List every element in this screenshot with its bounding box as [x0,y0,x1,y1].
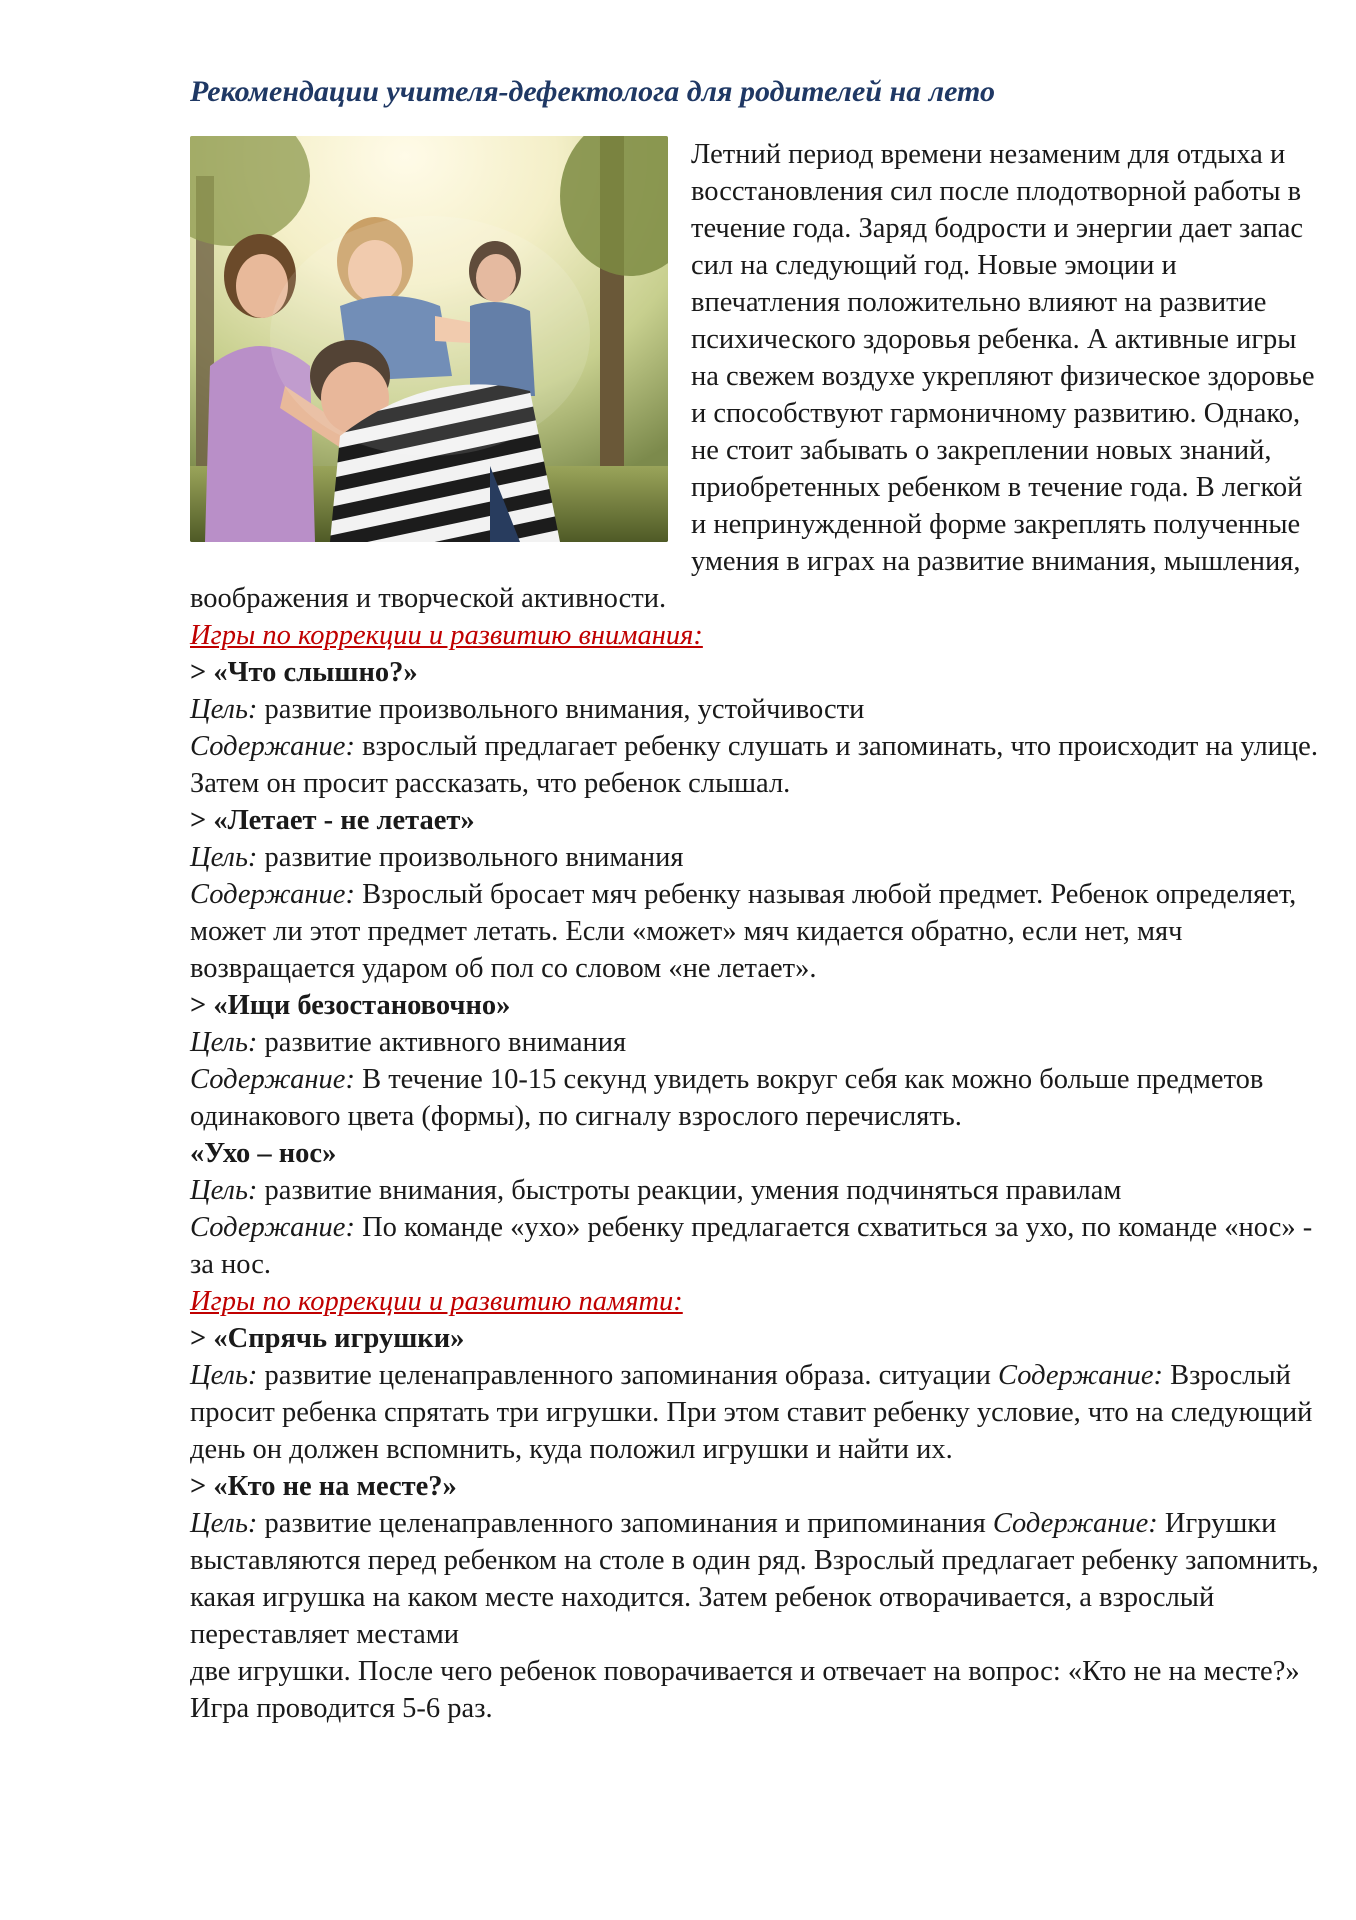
content-label: Содержание: [190,1212,355,1243]
goal-label: Цель: [190,842,258,873]
game-content [190,1209,1320,1283]
content-text: Взрослый просит ребенка спрятать три игрушки. При этом ставит ребенку условие, что на следующий день он должен вспомнить, куда положил игрушки и найти их. [190,1360,1313,1465]
game-what-do-you-hear [190,654,1320,802]
section-memory [190,1283,1320,1727]
game-content [190,1061,1320,1135]
goal-label: Цель: [190,1027,258,1058]
section-attention [190,617,1320,1283]
content-text: взрослый предлагает ребенку слушать и запоминать, что происходит на улице. Затем он просит рассказать, что ребенок слышал. [190,731,1318,799]
game-search-nonstop [190,987,1320,1135]
game-content [190,876,1320,987]
content-text: В течение 10-15 секунд увидеть вокруг себя как можно больше предметов одинакового цвета (формы), по сигналу взрослого перечислять. [190,1064,1264,1132]
goal-text: развитие произвольного внимания [264,842,684,873]
game-hide-toys [190,1320,1320,1468]
content-text: Взрослый бросает мяч ребенку называя любой предмет. Ребенок определяет, может ли этот предмет летать. Если «может» мяч кидается обратно, если нет, мяч возвращается ударом об пол со словом «не летает». [190,879,1297,984]
document-title: Рекомендации учителя-дефектолога для родителей на лето [190,75,995,108]
section-heading-memory: Игры по коррекции и развитию памяти: [190,1286,683,1317]
goal-text: развитие внимания, быстроты реакции, умения подчиняться правилам [264,1175,1122,1206]
content-label: Содержание: [190,1064,355,1095]
document-page [190,72,1320,1727]
goal-label: Цель: [190,694,258,725]
goal-text: развитие произвольного внимания, устойчивости [264,694,865,725]
game-goal-content [190,1357,1320,1468]
game-ear-nose [190,1135,1320,1283]
game-title: > «Летает - не летает» [190,805,475,836]
content-label: Содержание: [992,1508,1158,1539]
content-label: Содержание: [190,879,355,910]
goal-text: развитие целенаправленного запоминания и припоминания [264,1508,986,1539]
game-goal [190,691,1320,728]
content-label: Содержание: [190,731,355,762]
game-title: > «Что слышно?» [190,657,418,688]
content-text: По команде «ухо» ребенку предлагается схватиться за ухо, по команде «нос» - за нос. [190,1212,1313,1280]
goal-label: Цель: [190,1360,258,1391]
game-goal [190,839,1320,876]
section-heading-attention: Игры по коррекции и развитию внимания: [190,620,703,651]
goal-label: Цель: [190,1508,258,1539]
content-text: Игрушки выставляются перед ребенком на столе в один ряд. Взрослый предлагает ребенку запомнить, какая игрушка на каком месте находится. Затем ребенок отворачивается, а взрослый переставляет местами [190,1508,1319,1650]
game-flies-not-flies [190,802,1320,987]
game-goal-content [190,1505,1320,1653]
game-title: > «Спрячь игрушки» [190,1323,465,1354]
goal-label: Цель: [190,1175,258,1206]
content-label: Содержание: [998,1360,1163,1391]
game-title: «Ухо – нос» [190,1138,337,1169]
game-content [190,728,1320,802]
game-goal [190,1172,1320,1209]
intro-paragraph: Летний период времени незаменим для отдыха и восстановления сил после плодотворной работы в течение года. Заряд бодрости и энергии дает запас сил на следующий год. Новые эмоции и впечатления положительно влияют на развитие психического здоровья ребенка. А активные игры на свежем воздухе укрепляют физическое здоровье и способствуют гармоничному развитию. Однако, не стоит забывать о закреплении новых знаний, приобретенных ребенком в течение года. В легкой и непринужденной форме закреплять полученные умения в играх на развитие внимания, мышления, воображения и творческой активности. [190,139,1315,614]
goal-text: развитие целенаправленного запоминания образа. ситуации [264,1360,991,1391]
game-title: > «Ищи безостановочно» [190,990,511,1021]
game-who-is-misplaced [190,1468,1320,1727]
game-title: > «Кто не на месте?» [190,1471,457,1502]
goal-text: развитие активного внимания [264,1027,627,1058]
content-continuation: две игрушки. После чего ребенок поворачивается и отвечает на вопрос: «Кто не на месте?» Игра проводится 5-6 раз. [190,1656,1300,1724]
game-goal [190,1024,1320,1061]
family-photo [190,136,668,542]
